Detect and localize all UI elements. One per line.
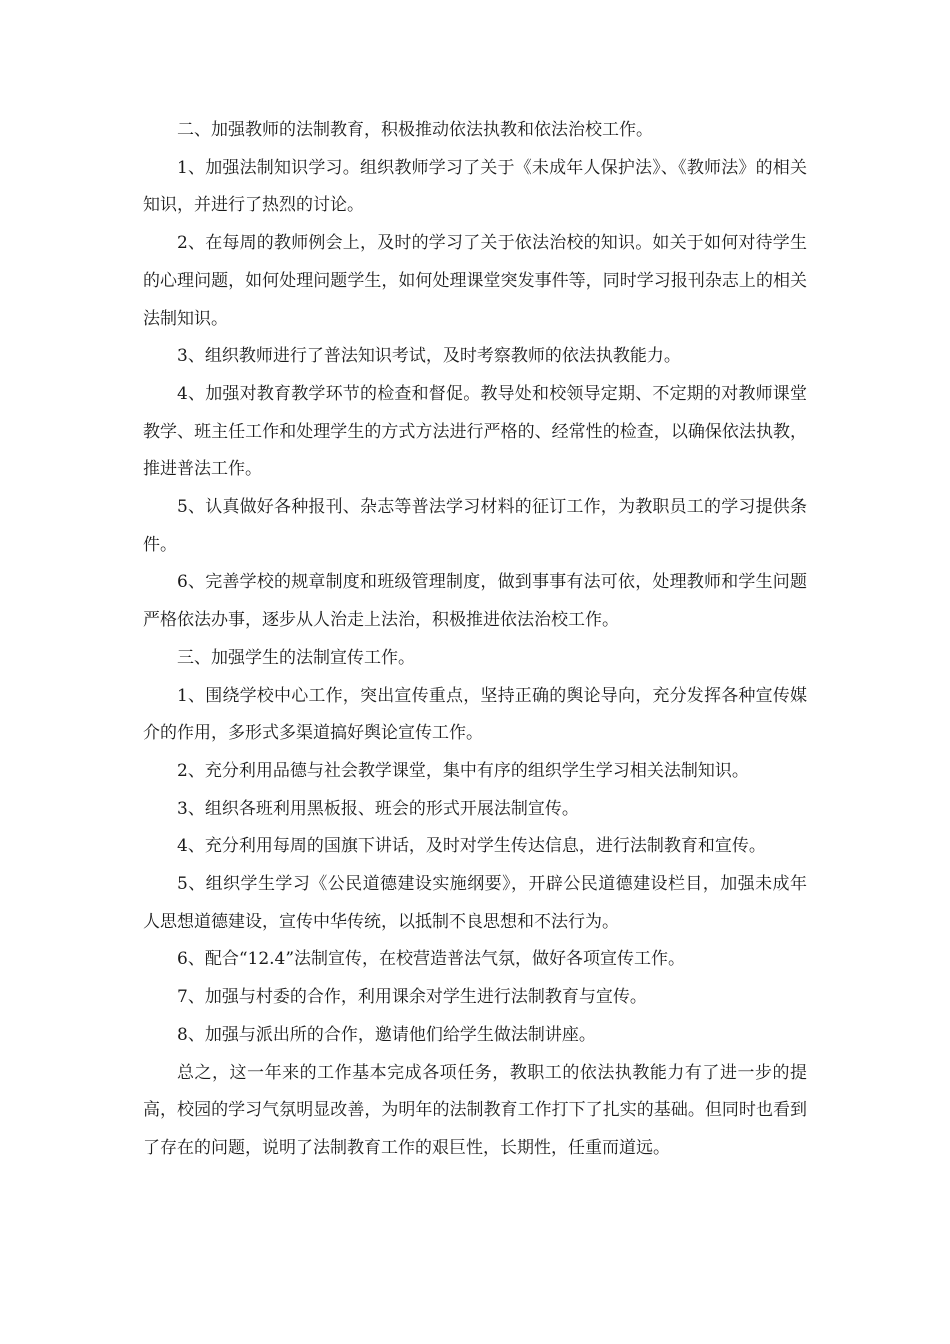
paragraph-teacher-item-2: 2、在每周的教师例会上，及时的学习了关于依法治校的知识。如关于如何对待学生的心理问题，如何处理问题学生，如何处理课堂突发事件等，同时学习报刊杂志上的相关法制知识。 — [143, 233, 807, 329]
paragraph-student-item-5: 5、组织学生学习《公民道德建设实施纲要》，开辟公民道德建设栏目，加强未成年人思想道德建设，宣传中华传统，以抵制不良思想和不法行为。 — [143, 874, 807, 932]
paragraph-student-item-2: 2、充分利用品德与社会教学课堂，集中有序的组织学生学习相关法制知识。 — [177, 760, 749, 781]
paragraph-teacher-item-3: 3、组织教师进行了普法知识考试，及时考察教师的依法执教能力。 — [177, 346, 681, 367]
paragraph-student-item-8: 8、加强与派出所的合作，邀请他们给学生做法制讲座。 — [177, 1024, 596, 1045]
paragraph-teacher-item-5: 5、认真做好各种报刊、杂志等普法学习材料的征订工作，为教职员工的学习提供条件。 — [143, 497, 807, 555]
paragraph-student-item-1: 1、围绕学校中心工作，突出宣传重点，坚持正确的舆论导向，充分发挥各种宣传媒介的作用，多形式多渠道搞好舆论宣传工作。 — [143, 685, 807, 744]
paragraph-student-item-4: 4、充分利用每周的国旗下讲话，及时对学生传达信息，进行法制教育和宣传。 — [177, 836, 766, 857]
section-heading-teachers: 二、加强教师的法制教育，积极推动依法执教和依法治校工作。 — [177, 120, 653, 140]
paragraph-conclusion: 总之，这一年来的工作基本完成各项任务，教职工的依法执教能力有了进一步的提高，校园的学习气氛明显改善，为明年的法制教育工作打下了扎实的基础。但同时也看到了存在的问题，说明了法制教育工作的艰巨性，长期性，任重而道远。 — [143, 1062, 807, 1158]
paragraph-teacher-item-6: 6、完善学校的规章制度和班级管理制度，做到事事有法可依，处理教师和学生问题严格依法办事，逐步从人治走上法治，积极推进依法治校工作。 — [143, 572, 807, 631]
paragraph-student-item-7: 7、加强与村委的合作，利用课余对学生进行法制教育与宣传。 — [177, 987, 647, 1008]
paragraph-student-item-6: 6、配合“12.4”法制宣传，在校营造普法气氛，做好各项宣传工作。 — [177, 949, 686, 970]
document-body — [143, 112, 807, 1168]
paragraph-student-item-3: 3、组织各班利用黑板报、班会的形式开展法制宣传。 — [177, 798, 579, 819]
paragraph-teacher-item-1: 1、加强法制知识学习。组织教师学习了关于《未成年人保护法》、《教师法》的相关知识，并进行了热烈的讨论。 — [143, 157, 807, 216]
section-heading-students: 三、加强学生的法制宣传工作。 — [177, 647, 415, 668]
paragraph-teacher-item-4: 4、加强对教育教学环节的检查和督促。教导处和校领导定期、不定期的对教师课堂教学、班主任工作和处理学生的方式方法进行严格的、经常性的检查，以确保依法执教，推进普法工作。 — [143, 383, 807, 480]
